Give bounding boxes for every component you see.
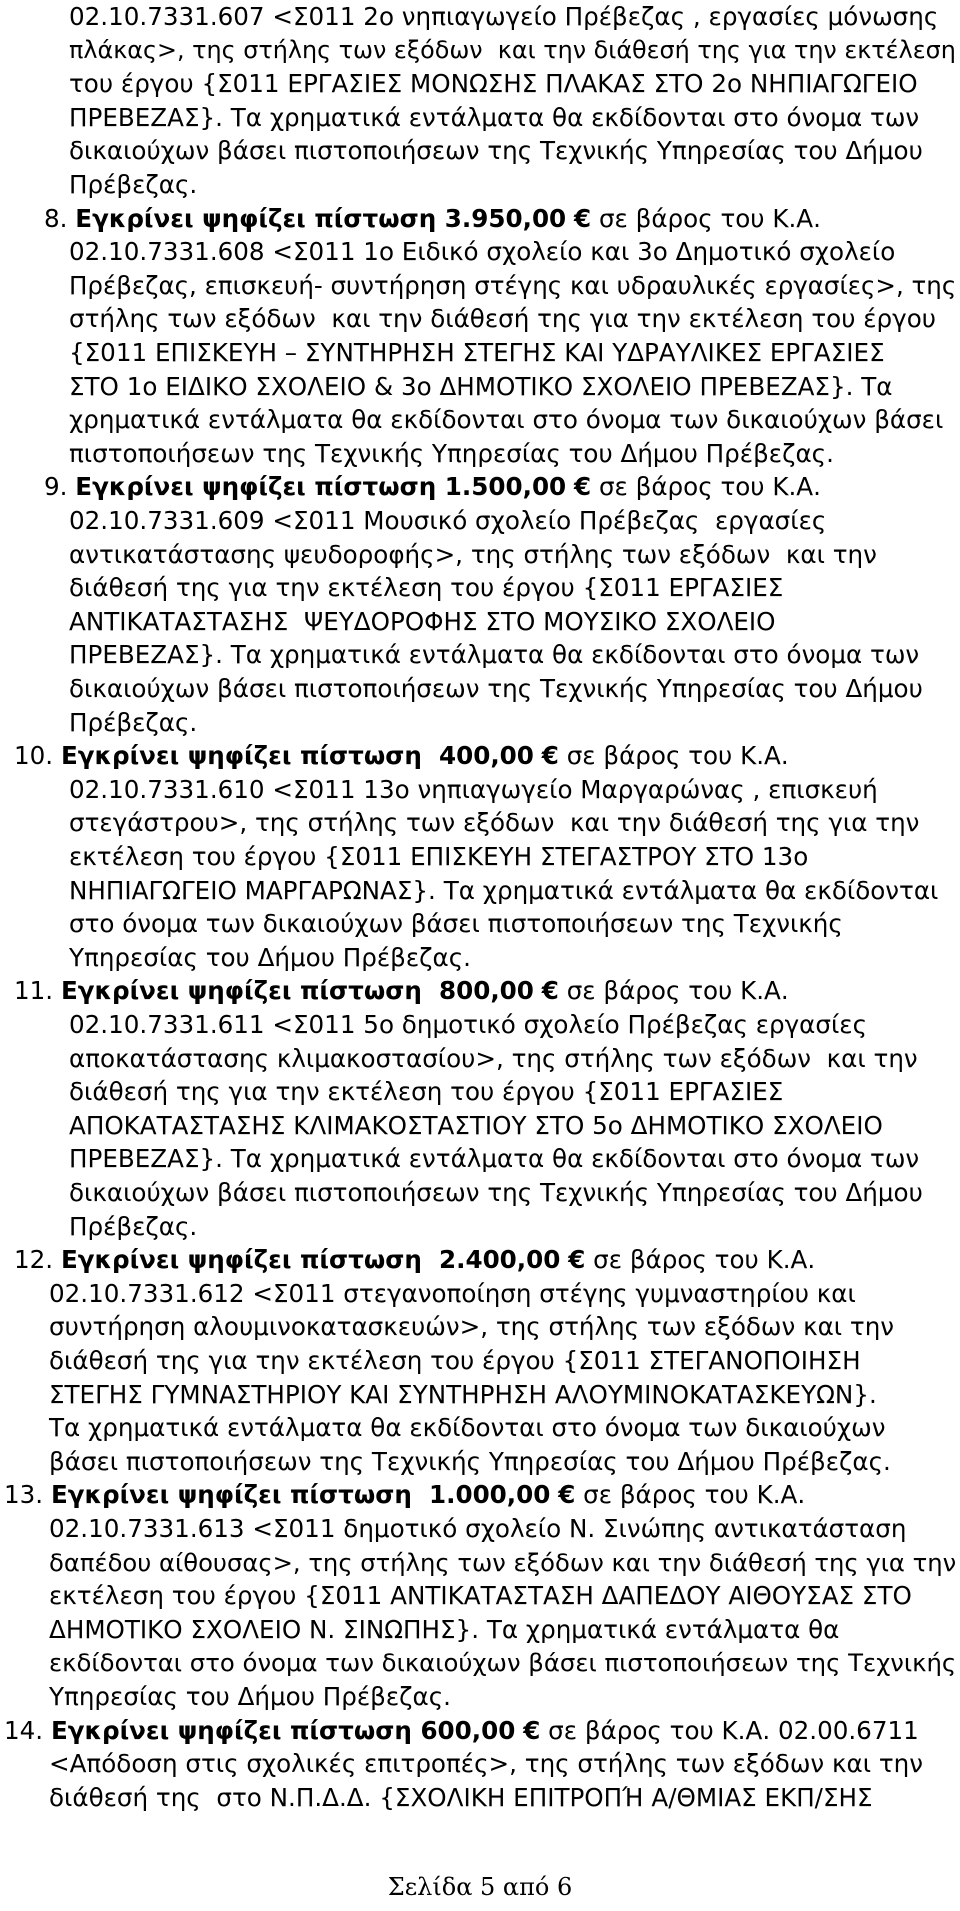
- text-line: 02.10.7331.607 <Σ011 2ο νηπιαγωγείο Πρέβεζας , εργασίες μόνωσης: [69, 2, 939, 31]
- account-text: σε βάρος του Κ.Α.: [558, 976, 789, 1005]
- approval-text: Εγκρίνει ψηφίζει πίστωση 400,00: [60, 741, 534, 770]
- account-text: σε βάρος του Κ.Α.: [591, 204, 821, 233]
- text-line: διάθεσή της για την εκτέλεση του έργου {Σ011 ΣΤΕΓΑΝΟΠΟΙΗΣΗ: [49, 1346, 861, 1375]
- text-line: δικαιούχων βάσει πιστοποιήσεων της Τεχνικής Υπηρεσίας του Δήμου: [69, 136, 923, 165]
- text-line: Υπηρεσίας του Δήμου Πρέβεζας.: [69, 943, 471, 972]
- text-line: ΠΡΕΒΕΖΑΣ}. Τα χρηματικά εντάλματα θα εκδίδονται στο όνομα των: [69, 640, 920, 669]
- text-line: 02.10.7331.608 <Σ011 1ο Ειδικό σχολείο και 3ο Δημοτικό σχολείο: [69, 237, 896, 266]
- approval-text: Εγκρίνει ψηφίζει πίστωση 2.400,00: [60, 1245, 561, 1274]
- text-line: εκτέλεση του έργου {Σ011 ΕΠΙΣΚΕΥΗ ΣΤΕΓΑΣΤΡΟΥ ΣΤΟ 13ο: [69, 842, 809, 871]
- text-line: εκδίδονται στο όνομα των δικαιούχων βάσει πιστοποιήσεων της Τεχνικής: [49, 1648, 957, 1677]
- euro-sign: €: [574, 204, 592, 233]
- account-text: σε βάρος του Κ.Α.: [585, 1245, 816, 1274]
- item-heading: [14, 739, 789, 773]
- text-line: βάσει πιστοποιήσεων της Τεχνικής Υπηρεσίας του Δήμου Πρέβεζας.: [49, 1447, 891, 1476]
- item-number: 10.: [14, 741, 61, 770]
- approval-text: Εγκρίνει ψηφίζει πίστωση 3.950,00: [75, 204, 567, 233]
- euro-sign: €: [558, 1480, 576, 1509]
- text-line: χρηματικά εντάλματα θα εκδίδονται στο όνομα των δικαιούχων βάσει: [69, 405, 944, 434]
- text-line: ΑΝΤΙΚΑΤΑΣΤΑΣΗΣ ΨΕΥΔΟΡΟΦΗΣ ΣΤΟ ΜΟΥΣΙΚΟ ΣΧΟΛΕΙΟ: [69, 607, 776, 636]
- account-text: σε βάρος του Κ.Α. 02.00.6711: [540, 1716, 919, 1745]
- text-line: Πρέβεζας.: [69, 1212, 198, 1241]
- text-line: 02.10.7331.613 <Σ011 δημοτικό σχολείο Ν. Σινώπης αντικατάσταση: [49, 1514, 907, 1543]
- approval-text: Εγκρίνει ψηφίζει πίστωση 1.000,00: [50, 1480, 551, 1509]
- text-line: συντήρηση αλουμινοκατασκευών>, της στήλης των εξόδων και την: [49, 1312, 895, 1341]
- approval-text: Εγκρίνει ψηφίζει πίστωση 600,00: [50, 1716, 516, 1745]
- text-line: δικαιούχων βάσει πιστοποιήσεων της Τεχνικής Υπηρεσίας του Δήμου: [69, 1178, 923, 1207]
- text-line: 02.10.7331.609 <Σ011 Μουσικό σχολείο Πρέβεζας εργασίες: [69, 506, 827, 535]
- text-line: ΔΗΜΟΤΙΚΟ ΣΧΟΛΕΙΟ Ν. ΣΙΝΩΠΗΣ}. Τα χρηματικά εντάλματα θα: [49, 1615, 840, 1644]
- text-line: 02.10.7331.612 <Σ011 στεγανοποίηση στέγης γυμναστηρίου και: [49, 1279, 856, 1308]
- text-line: πιστοποιήσεων της Τεχνικής Υπηρεσίας του Δήμου Πρέβεζας.: [69, 439, 834, 468]
- text-line: στεγάστρου>, της στήλης των εξόδων και την διάθεσή της για την: [69, 808, 920, 837]
- item-heading: [44, 470, 821, 504]
- item-heading: [4, 1478, 805, 1512]
- text-line: ΑΠΟΚΑΤΑΣΤΑΣΗΣ ΚΛΙΜΑΚΟΣΤΑΣΤΙΟΥ ΣΤΟ 5ο ΔΗΜΟΤΙΚΟ ΣΧΟΛΕΙΟ: [69, 1111, 883, 1140]
- text-line: διάθεσή της για την εκτέλεση του έργου {Σ011 ΕΡΓΑΣΙΕΣ: [69, 573, 784, 602]
- text-line: Πρέβεζας.: [69, 170, 198, 199]
- page-number-footer: Σελίδα 5 από 6: [387, 1873, 573, 1901]
- item-number: 14.: [4, 1716, 51, 1745]
- text-line: ΠΡΕΒΕΖΑΣ}. Τα χρηματικά εντάλματα θα εκδίδονται στο όνομα των: [69, 1144, 920, 1173]
- euro-sign: €: [568, 1245, 586, 1274]
- text-line: εκτέλεση του έργου {Σ011 ΑΝΤΙΚΑΤΑΣΤΑΣΗ ΔΑΠΕΔΟΥ ΑΙΘΟΥΣΑΣ ΣΤΟ: [49, 1581, 912, 1610]
- text-line: αποκατάστασης κλιμακοστασίου>, της στήλης των εξόδων και την: [69, 1044, 918, 1073]
- item-number: 8.: [44, 204, 76, 233]
- text-line: Πρέβεζας.: [69, 708, 198, 737]
- text-line: 02.10.7331.610 <Σ011 13ο νηπιαγωγείο Μαργαρώνας , επισκευή: [69, 775, 878, 804]
- text-line: στήλης των εξόδων και την διάθεσή της για την εκτέλεση του έργου: [69, 304, 936, 333]
- item-number: 9.: [44, 472, 76, 501]
- text-line: 02.10.7331.611 <Σ011 5ο δημοτικό σχολείο Πρέβεζας εργασίες: [69, 1010, 868, 1039]
- item-number: 11.: [14, 976, 61, 1005]
- item-number: 13.: [4, 1480, 51, 1509]
- item-heading: [4, 1714, 919, 1748]
- text-line: ΠΡΕΒΕΖΑΣ}. Τα χρηματικά εντάλματα θα εκδίδονται στο όνομα των: [69, 103, 920, 132]
- text-line: ΝΗΠΙΑΓΩΓΕΙΟ ΜΑΡΓΑΡΩΝΑΣ}. Τα χρηματικά εντάλματα θα εκδίδονται: [69, 876, 939, 905]
- text-line: στο όνομα των δικαιούχων βάσει πιστοποιήσεων της Τεχνικής: [69, 909, 843, 938]
- euro-sign: €: [541, 741, 559, 770]
- account-text: σε βάρος του Κ.Α.: [591, 472, 821, 501]
- approval-text: Εγκρίνει ψηφίζει πίστωση 1.500,00: [75, 472, 567, 501]
- text-line: Πρέβεζας, επισκευή- συντήρηση στέγης και υδραυλικές εργασίες>, της: [69, 271, 957, 300]
- text-line: αντικατάστασης ψευδοροφής>, της στήλης των εξόδων και την: [69, 540, 877, 569]
- text-line: <Απόδοση στις σχολικές επιτροπές>, της στήλης των εξόδων και την: [49, 1749, 923, 1778]
- euro-sign: €: [574, 472, 592, 501]
- euro-sign: €: [523, 1716, 541, 1745]
- text-line: {Σ011 ΕΠΙΣΚΕΥΗ – ΣΥΝΤΗΡΗΣΗ ΣΤΕΓΗΣ ΚΑΙ ΥΔΡΑΥΛΙΚΕΣ ΕΡΓΑΣΙΕΣ: [69, 338, 885, 367]
- euro-sign: €: [541, 976, 559, 1005]
- text-line: δικαιούχων βάσει πιστοποιήσεων της Τεχνικής Υπηρεσίας του Δήμου: [69, 674, 923, 703]
- text-line: διάθεσή της στο Ν.Π.Δ.Δ. {ΣΧΟΛΙΚΗ ΕΠΙΤΡΟΠΉ Α/ΘΜΙΑΣ ΕΚΠ/ΣΗΣ: [49, 1783, 873, 1812]
- account-text: σε βάρος του Κ.Α.: [575, 1480, 806, 1509]
- item-heading: [14, 1243, 815, 1277]
- item-heading: [44, 202, 821, 236]
- text-line: Υπηρεσίας του Δήμου Πρέβεζας.: [49, 1682, 451, 1711]
- item-heading: [14, 974, 789, 1008]
- text-line: ΣΤΟ 1ο ΕΙΔΙΚΟ ΣΧΟΛΕΙΟ & 3ο ΔΗΜΟΤΙΚΟ ΣΧΟΛΕΙΟ ΠΡΕΒΕΖΑΣ}. Τα: [69, 372, 893, 401]
- text-line: ΣΤΕΓΗΣ ΓΥΜΝΑΣΤΗΡΙΟΥ ΚΑΙ ΣΥΝΤΗΡΗΣΗ ΑΛΟΥΜΙΝΟΚΑΤΑΣΚΕΥΩΝ}.: [49, 1380, 877, 1409]
- text-line: πλάκας>, της στήλης των εξόδων και την διάθεσή της για την εκτέλεση: [69, 36, 956, 64]
- text-line: του έργου {Σ011 ΕΡΓΑΣΙΕΣ ΜΟΝΩΣΗΣ ΠΛΑΚΑΣ ΣΤΟ 2ο ΝΗΠΙΑΓΩΓΕΙΟ: [69, 69, 918, 98]
- approval-text: Εγκρίνει ψηφίζει πίστωση 800,00: [60, 976, 534, 1005]
- text-line: δαπέδου αίθουσας>, της στήλης των εξόδων και την διάθεσή της για την: [49, 1548, 957, 1577]
- text-line: διάθεσή της για την εκτέλεση του έργου {Σ011 ΕΡΓΑΣΙΕΣ: [69, 1077, 784, 1106]
- account-text: σε βάρος του Κ.Α.: [558, 741, 789, 770]
- text-line: Τα χρηματικά εντάλματα θα εκδίδονται στο όνομα των δικαιούχων: [49, 1413, 886, 1442]
- item-number: 12.: [14, 1245, 61, 1274]
